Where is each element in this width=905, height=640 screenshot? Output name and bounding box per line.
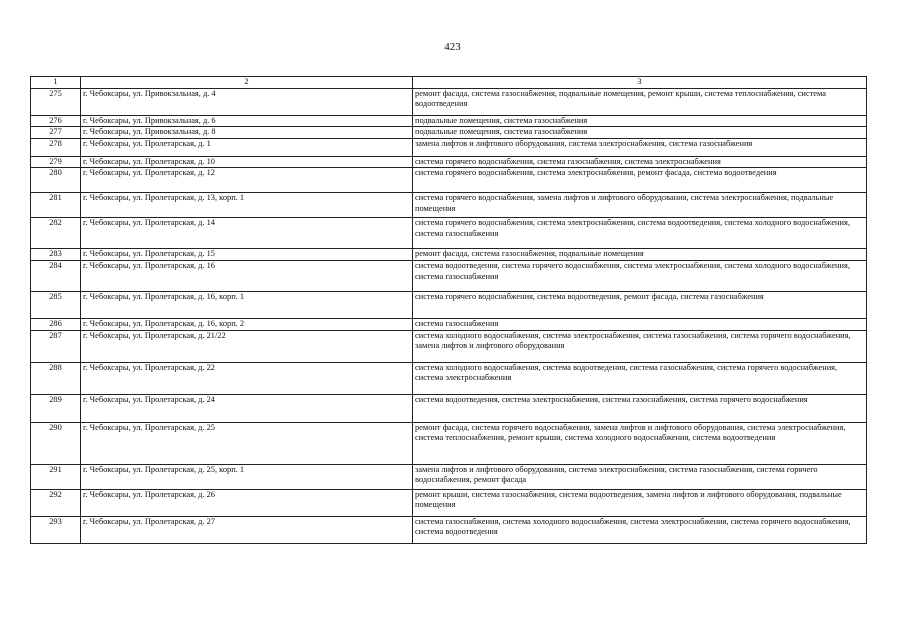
row-works: система газоснабжения, система холодного водоснабжения, система электроснабжения, система горячего водоснабжения, система водоотведения <box>413 516 867 543</box>
row-works: ремонт фасада, система газоснабжения, подвальные помещения, ремонт крыши, система теплоснабжения, система водоотведения <box>413 88 867 115</box>
table-row <box>31 156 867 168</box>
header-row <box>31 77 867 89</box>
row-address: г. Чебоксары, ул. Пролетарская, д. 10 <box>81 156 413 168</box>
row-works: подвальные помещения, система газоснабжения <box>413 115 867 127</box>
table-row <box>31 330 867 362</box>
row-address: г. Чебоксары, ул. Пролетарская, д. 15 <box>81 249 413 261</box>
row-number: 290 <box>31 422 81 464</box>
row-number: 278 <box>31 138 81 156</box>
row-address: г. Чебоксары, ул. Пролетарская, д. 1 <box>81 138 413 156</box>
row-works: замена лифтов и лифтового оборудования, система электроснабжения, система газоснабжения <box>413 138 867 156</box>
row-works: система водоотведения, система горячего водоснабжения, система электроснабжения, система холодного водоснабжения, система газоснабжения <box>413 260 867 291</box>
row-number: 284 <box>31 260 81 291</box>
row-number: 283 <box>31 249 81 261</box>
row-address: г. Чебоксары, ул. Привокзальная, д. 8 <box>81 127 413 139</box>
table-row <box>31 115 867 127</box>
table-row <box>31 362 867 394</box>
row-works: подвальные помещения, система газоснабжения <box>413 127 867 139</box>
row-number: 280 <box>31 168 81 193</box>
row-address: г. Чебоксары, ул. Пролетарская, д. 14 <box>81 218 413 249</box>
row-address: г. Чебоксары, ул. Пролетарская, д. 25 <box>81 422 413 464</box>
table-row <box>31 260 867 291</box>
table-row <box>31 218 867 249</box>
table-row <box>31 318 867 330</box>
row-number: 288 <box>31 362 81 394</box>
row-address: г. Чебоксары, ул. Привокзальная, д. 6 <box>81 115 413 127</box>
table-row <box>31 394 867 422</box>
header-col-2: 2 <box>81 77 413 89</box>
row-number: 292 <box>31 489 81 516</box>
row-number: 286 <box>31 318 81 330</box>
table-row <box>31 168 867 193</box>
table-row <box>31 464 867 489</box>
row-works: система горячего водоснабжения, замена лифтов и лифтового оборудования, система электроснабжения, подвальные помещения <box>413 193 867 218</box>
row-works: ремонт крыши, система газоснабжения, система водоотведения, замена лифтов и лифтового оборудования, подвальные помещения <box>413 489 867 516</box>
row-address: г. Чебоксары, ул. Пролетарская, д. 27 <box>81 516 413 543</box>
table-row <box>31 138 867 156</box>
table-body <box>31 88 867 543</box>
row-number: 275 <box>31 88 81 115</box>
row-address: г. Чебоксары, ул. Пролетарская, д. 26 <box>81 489 413 516</box>
row-address: г. Чебоксары, ул. Пролетарская, д. 16 <box>81 260 413 291</box>
table-row <box>31 88 867 115</box>
row-works: система холодного водоснабжения, система водоотведения, система газоснабжения, система горячего водоснабжения, система электроснабжения <box>413 362 867 394</box>
row-address: г. Чебоксары, ул. Пролетарская, д. 21/22 <box>81 330 413 362</box>
row-address: г. Чебоксары, ул. Пролетарская, д. 25, корп. 1 <box>81 464 413 489</box>
row-address: г. Чебоксары, ул. Пролетарская, д. 16, корп. 2 <box>81 318 413 330</box>
table-row <box>31 249 867 261</box>
row-number: 285 <box>31 291 81 318</box>
row-works: ремонт фасада, система газоснабжения, подвальные помещения <box>413 249 867 261</box>
row-works: система горячего водоснабжения, система электроснабжения, ремонт фасада, система водоотведения <box>413 168 867 193</box>
header-col-3: 3 <box>413 77 867 89</box>
row-works: система горячего водоснабжения, система газоснабжения, система электроснабжения <box>413 156 867 168</box>
row-address: г. Чебоксары, ул. Пролетарская, д. 12 <box>81 168 413 193</box>
table-row <box>31 127 867 139</box>
row-works: система горячего водоснабжения, система водоотведения, ремонт фасада, система газоснабжения <box>413 291 867 318</box>
row-works: ремонт фасада, система горячего водоснабжения, замена лифтов и лифтового оборудования, система электроснабжения, система теплоснабжения, ремонт крыши, система холодного водоснабжения, система водоотведения <box>413 422 867 464</box>
page-number: 423 <box>444 41 461 53</box>
row-address: г. Чебоксары, ул. Привокзальная, д. 4 <box>81 88 413 115</box>
row-number: 276 <box>31 115 81 127</box>
table-header <box>31 77 867 89</box>
row-number: 282 <box>31 218 81 249</box>
row-number: 287 <box>31 330 81 362</box>
buildings-table <box>30 76 867 544</box>
row-works: система горячего водоснабжения, система электроснабжения, система водоотведения, система холодного водоснабжения, система газоснабжения <box>413 218 867 249</box>
header-col-1: 1 <box>31 77 81 89</box>
table-row <box>31 422 867 464</box>
row-works: замена лифтов и лифтового оборудования, система электроснабжения, система газоснабжения, система горячего водоснабжения, ремонт фасада <box>413 464 867 489</box>
row-number: 281 <box>31 193 81 218</box>
row-address: г. Чебоксары, ул. Пролетарская, д. 13, корп. 1 <box>81 193 413 218</box>
table-row <box>31 193 867 218</box>
row-number: 279 <box>31 156 81 168</box>
row-address: г. Чебоксары, ул. Пролетарская, д. 22 <box>81 362 413 394</box>
row-works: система водоотведения, система электроснабжения, система газоснабжения, система горячего водоснабжения <box>413 394 867 422</box>
row-number: 277 <box>31 127 81 139</box>
row-works: система холодного водоснабжения, система электроснабжения, система газоснабжения, система горячего водоснабжения, замена лифтов и лифтового оборудования <box>413 330 867 362</box>
row-address: г. Чебоксары, ул. Пролетарская, д. 24 <box>81 394 413 422</box>
row-number: 293 <box>31 516 81 543</box>
table-row <box>31 291 867 318</box>
row-works: система газоснабжения <box>413 318 867 330</box>
row-number: 291 <box>31 464 81 489</box>
table-row <box>31 516 867 543</box>
table-row <box>31 489 867 516</box>
row-address: г. Чебоксары, ул. Пролетарская, д. 16, корп. 1 <box>81 291 413 318</box>
row-number: 289 <box>31 394 81 422</box>
